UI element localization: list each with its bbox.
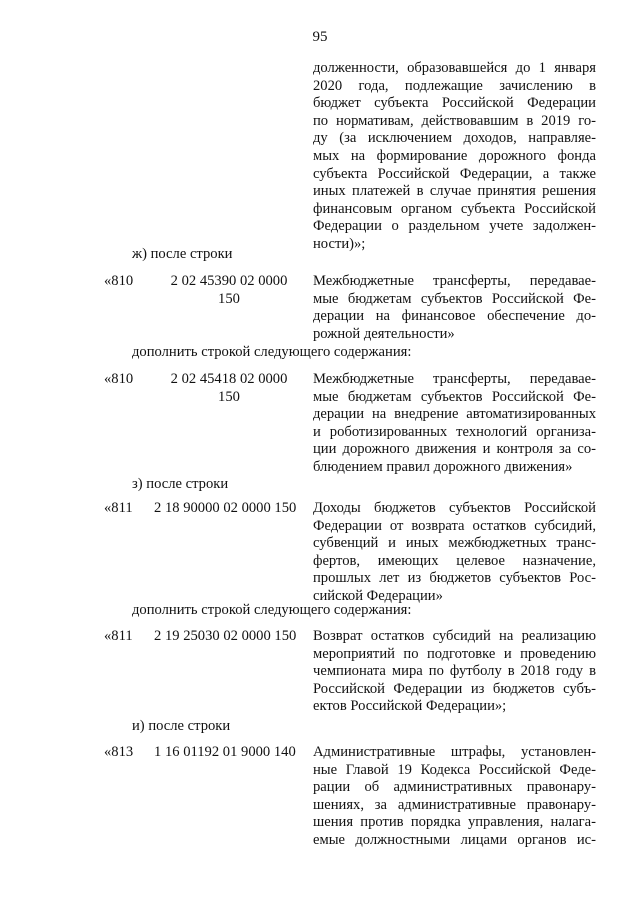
description-line: ции дорожного движения и контроля за со-: [313, 441, 596, 458]
description-line: финансовым органом субъекта Российской: [313, 200, 596, 217]
description-line: емые должностными лицами органов ис-: [313, 831, 596, 848]
budget-classification-code: [154, 744, 296, 762]
row-description: [313, 500, 596, 606]
description-line: шения против порядка управления, налага-: [313, 814, 596, 831]
description-line: субъекта Российской Федерации, а также: [313, 165, 596, 182]
description-line: дерации на финансовое обеспечение до-: [313, 308, 596, 325]
row-description: [313, 371, 596, 477]
description-line: 2020 года, подлежащие зачислению в: [313, 77, 596, 94]
code-line: 2 19 25030 02 0000 150: [154, 628, 297, 644]
description-line: ектов Российской Федерации»;: [313, 698, 507, 715]
description-line: Межбюджетные трансферты, передавае-: [313, 371, 596, 387]
description-line: мых на формирование дорожного фонда: [313, 147, 596, 164]
description-line: Административные штрафы, установлен-: [313, 744, 596, 760]
description-line: ду (за исключением доходов, направляе-: [313, 130, 596, 147]
instruction-text: и) после строки: [132, 718, 231, 734]
description-line: Доходы бюджетов субъектов Российской: [313, 500, 596, 516]
description-line: субвенций и иных межбюджетных транс-: [313, 535, 596, 552]
budget-classification-code: [154, 500, 296, 518]
code-line: 2 02 45390 02 0000: [170, 273, 288, 289]
description-line: мые бюджетам субъектов Российской Фе-: [313, 388, 596, 405]
row-description: [313, 273, 596, 343]
description-line: долженности, образовавшейся до 1 января: [313, 60, 596, 76]
admin-code: «810: [104, 371, 134, 387]
code-line: 1 16 01192 01 9000 140: [154, 744, 296, 760]
description-line: прошлых лет из бюджетов субъектов Рос-: [313, 570, 596, 587]
continuation-description: [313, 60, 596, 254]
instruction-text: з) после строки: [132, 476, 229, 492]
row-description: [313, 628, 596, 716]
description-line: ные Главой 19 Кодекса Российской Феде-: [313, 761, 596, 778]
description-line: Федерации о раздельном учете задолжен-: [313, 218, 596, 235]
description-line: мые бюджетам субъектов Российской Фе-: [313, 290, 596, 307]
description-line: фертов, имеющих целевое назначение,: [313, 552, 596, 569]
description-line: Межбюджетные трансферты, передавае-: [313, 273, 596, 289]
description-line: шениях, за административные правонару-: [313, 796, 596, 813]
code-line: 150: [218, 388, 240, 405]
description-line: по нормативам, действовавшим в 2019 го-: [313, 112, 596, 129]
admin-code: «813: [104, 744, 134, 760]
description-line: Возврат остатков субсидий на реализацию: [313, 628, 596, 644]
code-line: 150: [218, 290, 240, 307]
description-line: дерации на внедрение автоматизированных: [313, 406, 596, 423]
page-number: 95: [312, 29, 328, 45]
description-line: рации об административных правонару-: [313, 779, 596, 796]
budget-classification-code: [154, 628, 296, 646]
budget-classification-code: [168, 371, 290, 406]
description-line: Российской Федерации из бюджетов субъ-: [313, 680, 596, 697]
admin-code: «811: [104, 500, 133, 516]
budget-classification-code: [168, 273, 290, 308]
description-line: мероприятий по подготовке и проведению: [313, 645, 596, 662]
code-line: 2 02 45418 02 0000: [170, 371, 288, 387]
description-line: чемпионата мира по футболу в 2018 году в: [313, 663, 596, 680]
description-line: сийской Федерации»: [313, 587, 443, 604]
row-description: [313, 744, 596, 850]
instruction-text: дополнить строкой следующего содержания:: [132, 602, 412, 618]
description-line: ности)»;: [313, 235, 366, 252]
description-line: и роботизированных технологий организа-: [313, 423, 596, 440]
description-line: Федерации от возврата остатков субсидий,: [313, 517, 596, 534]
admin-code: «810: [104, 273, 134, 289]
instruction-text: ж) после строки: [132, 246, 233, 262]
description-line: рожной деятельности»: [313, 325, 455, 342]
instruction-text: дополнить строкой следующего содержания:: [132, 344, 412, 360]
description-line: иных платежей в случае принятия решения: [313, 183, 596, 200]
admin-code: «811: [104, 628, 133, 644]
description-line: блюдением правил дорожного движения»: [313, 458, 573, 475]
code-line: 2 18 90000 02 0000 150: [154, 500, 297, 516]
description-line: бюджет субъекта Российской Федерации: [313, 95, 596, 112]
